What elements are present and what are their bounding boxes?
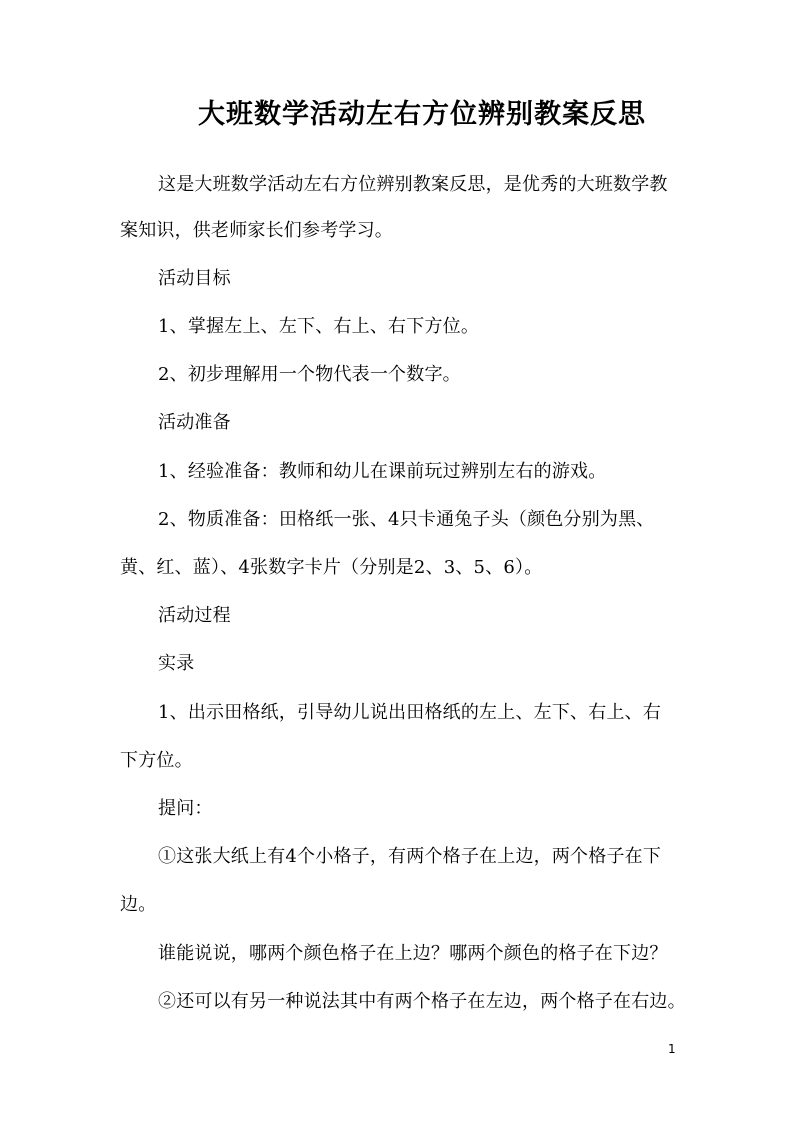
document-title: 大班数学活动左右方位辨别教案反思 [198, 99, 646, 130]
section-heading: 活动过程 [158, 605, 231, 626]
paragraph-line: 1、掌握左上、左下、右上、右下方位。 [158, 316, 480, 337]
section-heading: 实录 [158, 653, 195, 674]
paragraph-line: 2、物质准备：田格纸一张、4只卡通兔子头（颜色分别为黑、 [158, 509, 655, 530]
paragraph-line: 提问： [158, 798, 213, 819]
section-heading: 活动目标 [158, 268, 231, 289]
paragraph-line: 边。 [120, 894, 157, 915]
paragraph-line: 黄、红、蓝）、4张数字卡片（分别是2、3、5、6）。 [120, 557, 543, 578]
paragraph-line: 谁能说说，哪两个颜色格子在上边？哪两个颜色的格子在下边？ [158, 943, 668, 964]
paragraph-line: 1、出示田格纸，引导幼儿说出田格纸的左上、左下、右上、右 [158, 702, 662, 723]
section-heading: 活动准备 [158, 412, 231, 433]
paragraph-line: ②还可以有另一种说法其中有两个格子在左边，两个格子在右边。 [158, 991, 686, 1012]
paragraph-line: 这是大班数学活动左右方位辨别教案反思，是优秀的大班数学教 [158, 174, 668, 195]
paragraph-line: 2、初步理解用一个物代表一个数字。 [158, 364, 461, 385]
paragraph-line: ①这张大纸上有4个小格子，有两个格子在上边，两个格子在下 [158, 846, 662, 867]
paragraph-line: 下方位。 [120, 750, 193, 771]
page-number: 1 [668, 1042, 676, 1056]
paragraph-line: 1、经验准备：教师和幼儿在课前玩过辨别左右的游戏。 [158, 461, 607, 482]
paragraph-line: 案知识，供老师家长们参考学习。 [120, 220, 393, 241]
